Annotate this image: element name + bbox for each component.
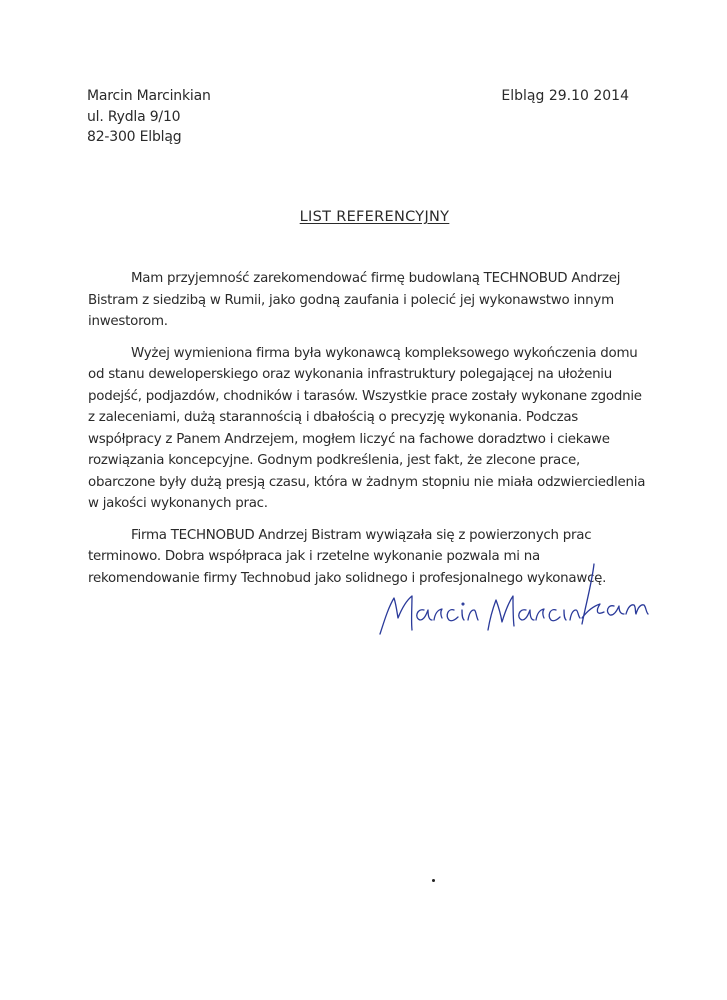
letter-date: Elbląg 29.10 2014 [501, 88, 629, 104]
sender-address [87, 86, 211, 148]
paragraph-summary: Firma TECHNOBUD Andrzej Bistram wywiązała się z powierzonych prac terminowo. Dobra współpraca jak i rzetelne wykonanie pozwala mi na rekomendowanie firmy Technobud jako solidnego i profesjonalnego wykonawcę. [88, 527, 607, 586]
sender-city: 82-300 Elbląg [87, 129, 182, 145]
sender-name: Marcin Marcinkian [87, 88, 211, 104]
scan-speck [432, 879, 435, 882]
handwritten-signature [372, 552, 672, 652]
sender-street: ul. Rydla 9/10 [87, 108, 181, 125]
letter-title-text: LIST REFERENCYJNY [299, 209, 450, 225]
letter-body [88, 268, 648, 599]
letter-title [0, 209, 727, 225]
paragraph-recommendation: Mam przyjemność zarekomendować firmę budowlaną TECHNOBUD Andrzej Bistram z siedzibą w Rumii, jako godną zaufania i polecić jej wykonawstwo innym inwestorom. [88, 271, 621, 329]
paragraph-scope-of-work: Wyżej wymieniona firma była wykonawcą kompleksowego wykończenia domu od stanu deweloperskiego oraz wykonania infrastruktury polegającej na ułożeniu podejść, podjazdów, chodników i tarasów. Wszystkie prace zostały wykonane zgodnie z zaleceniami, dużą starannością i dbałością o precyzję wykonania. Podczas współpracy z Panem Andrzejem, mogłem liczyć na fachowe doradztwo i ciekawe rozwiązania koncepcyjne. Godnym podkreślenia, jest fakt, że zlecone prace, obarczone były dużą presją czasu, która w żadnym stopniu nie miała odzwierciedlenia w jakości wykonanych prac. [88, 345, 646, 511]
